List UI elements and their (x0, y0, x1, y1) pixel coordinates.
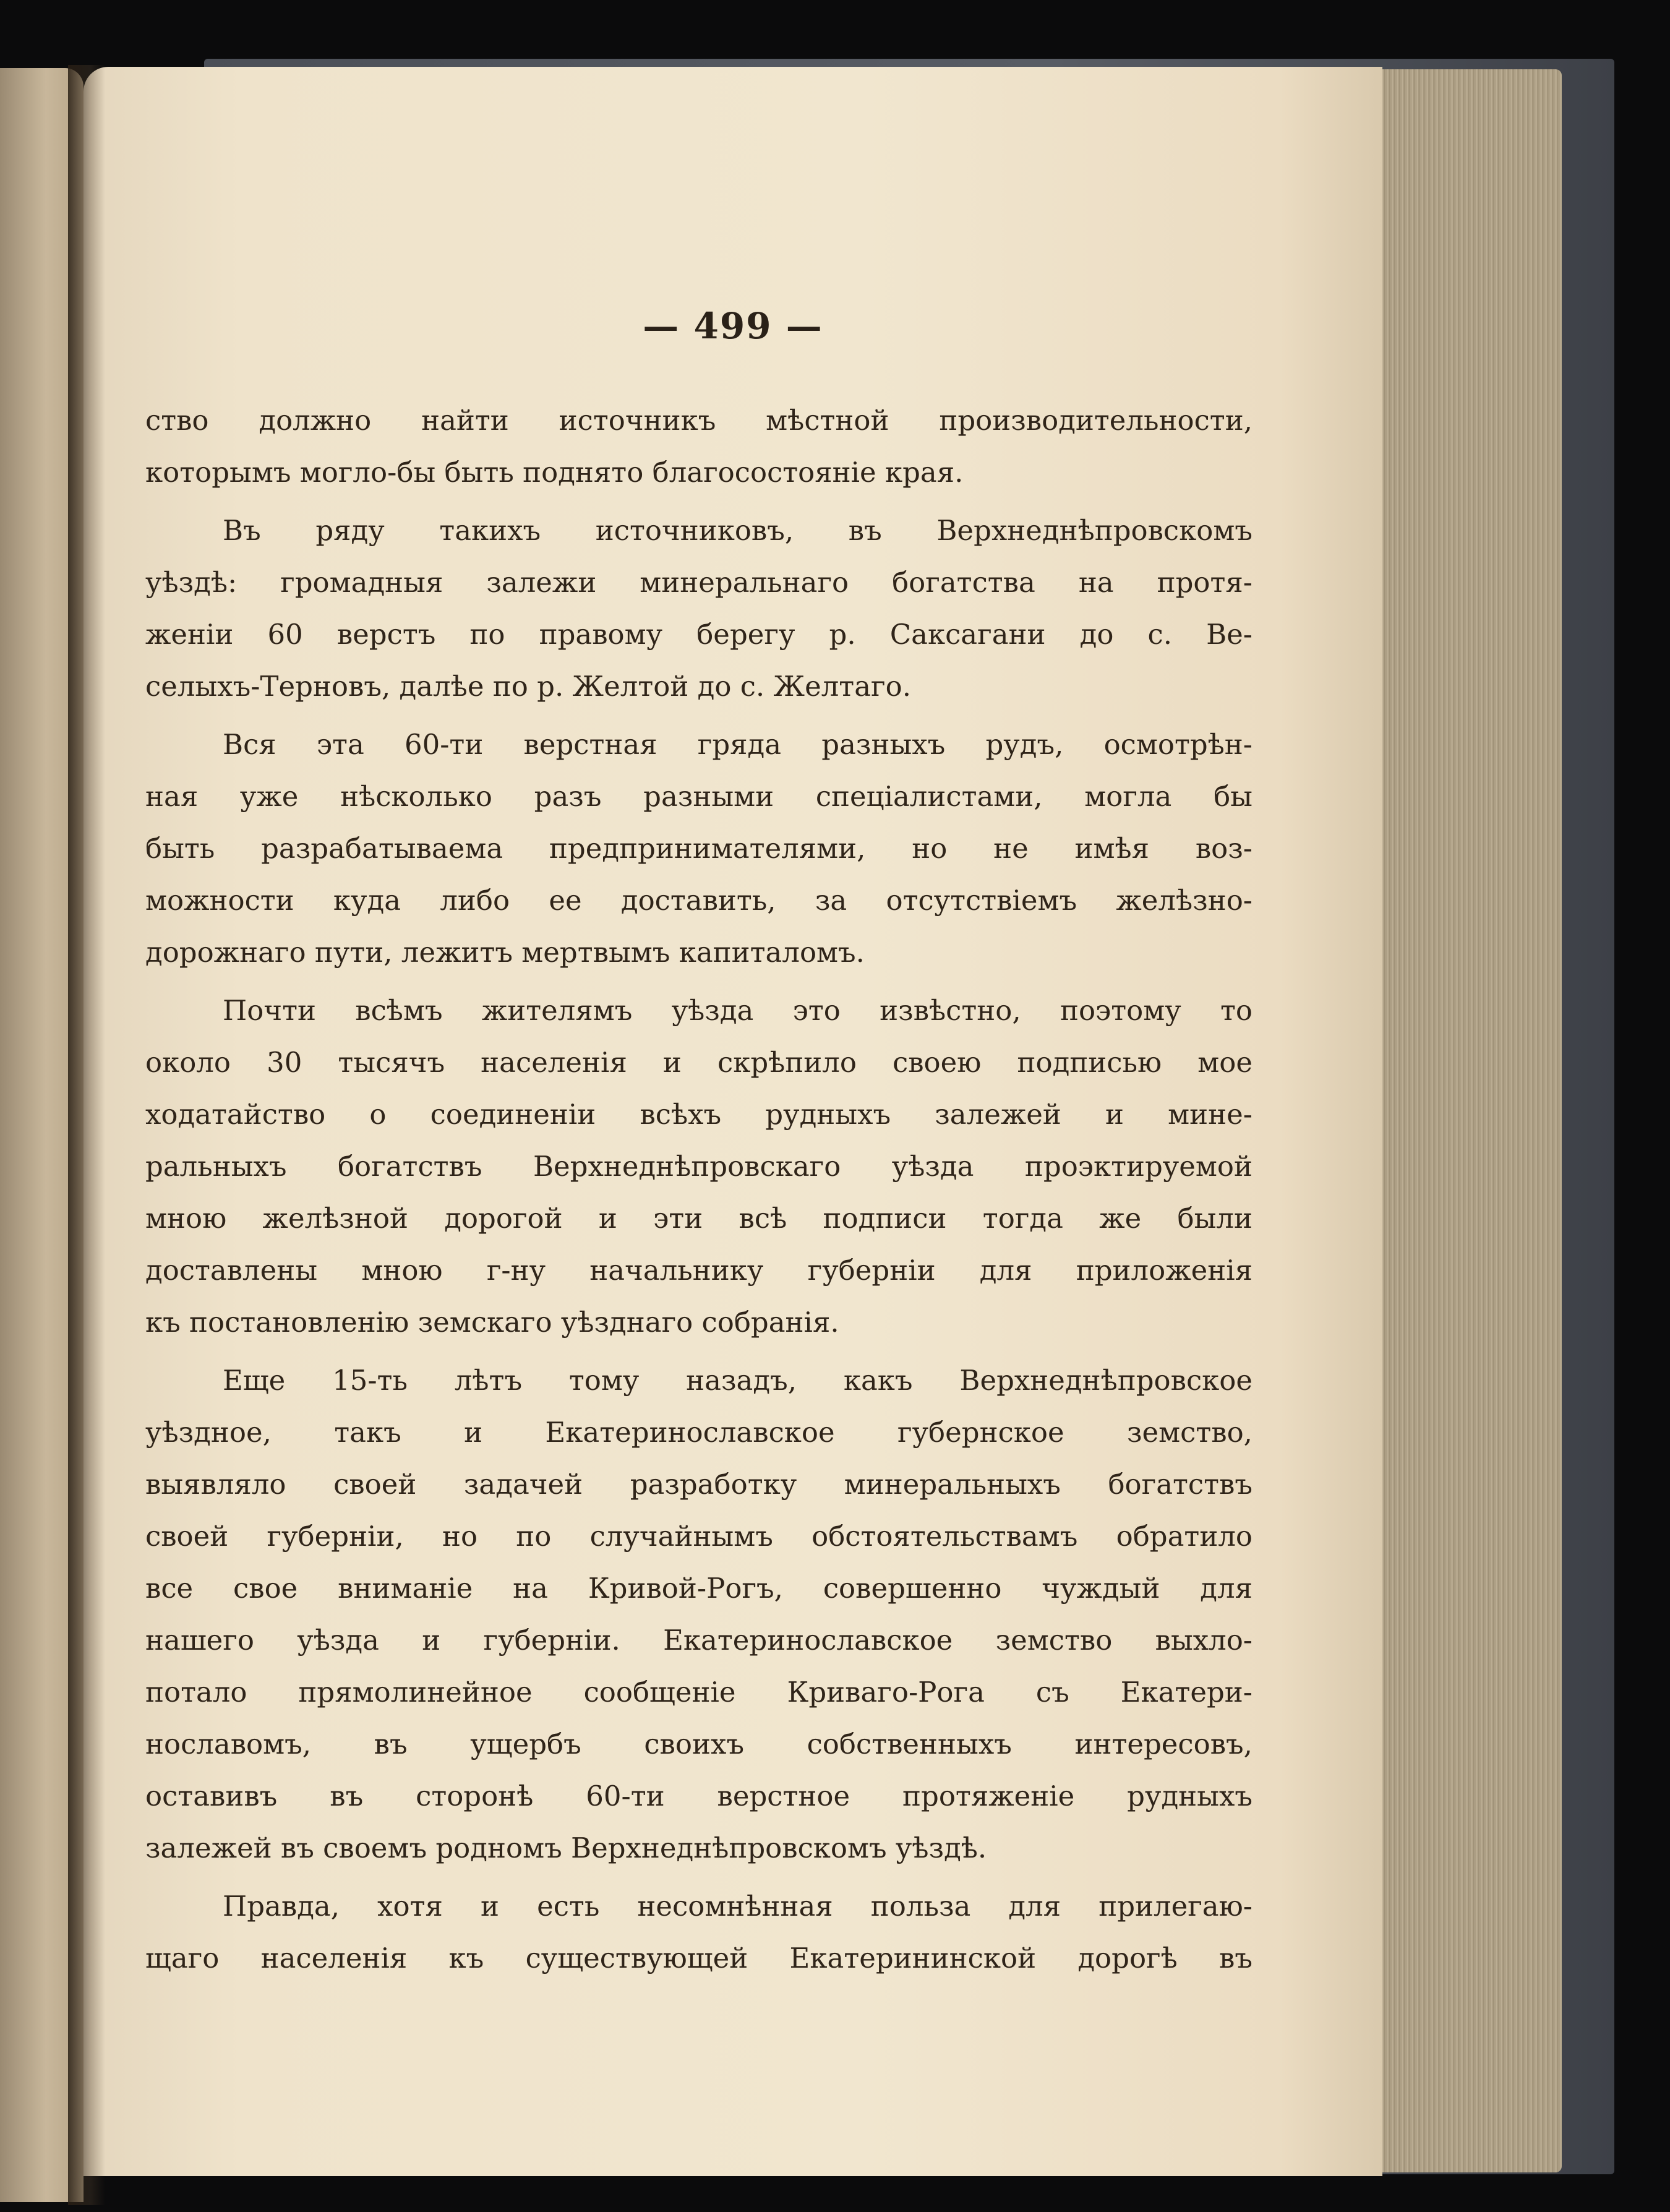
text-line: дорожнаго пути, лежитъ мертвымъ капиталомъ. (145, 936, 865, 969)
book-page (84, 67, 1382, 2176)
text-line: женіи 60 верстъ по правому берегу р. Саксагани до с. Ве- (145, 618, 1252, 651)
text-line: Вся эта 60-ти верстная гряда разныхъ рудъ, осмотрѣн- (223, 728, 1252, 761)
text-line: быть разрабатываема предпринимателями, но не имѣя воз- (145, 832, 1252, 865)
text-line: мною желѣзной дорогой и эти всѣ подписи тогда же были (145, 1202, 1252, 1235)
text-line: къ постановленію земскаго уѣзднаго собранія. (145, 1306, 839, 1339)
text-line: уѣздѣ: громадныя залежи минеральнаго богатства на протя- (145, 566, 1252, 599)
text-line: доставлены мною г-ну начальнику губерніи для приложенія (145, 1254, 1252, 1287)
text-line: которымъ могло-бы быть поднято благосостояніе края. (145, 456, 964, 489)
text-line: нашего уѣзда и губерніи. Екатеринославское земство выхло- (145, 1624, 1252, 1657)
text-line: потало прямолинейное сообщеніе Криваго-Рога съ Екатери- (145, 1676, 1252, 1708)
page-block-edges (1376, 69, 1562, 2172)
text-line: Въ ряду такихъ источниковъ, въ Верхнеднѣпровскомъ (223, 514, 1252, 547)
paragraph (145, 505, 1252, 713)
text-line: селыхъ-Терновъ, далѣе по р. Желтой до с. Желтаго. (145, 670, 912, 703)
text-line: щаго населенія къ существующей Екатерининской дорогѣ въ (145, 1942, 1252, 1974)
paragraph (145, 985, 1252, 1348)
text-line: Правда, хотя и есть несомнѣнная польза для прилегаю- (223, 1890, 1252, 1923)
text-line: Еще 15-ть лѣтъ тому назадъ, какъ Верхнеднѣпровское (223, 1364, 1252, 1397)
paragraph (145, 395, 1252, 499)
text-line: Почти всѣмъ жителямъ уѣзда это извѣстно, поэтому то (223, 994, 1252, 1027)
text-line: ство должно найти источникъ мѣстной производительности, (145, 404, 1252, 437)
text-line: выявляло своей задачей разработку минеральныхъ богатствъ (145, 1468, 1252, 1501)
page-text (145, 395, 1252, 1984)
text-line: ральныхъ богатствъ Верхнеднѣпровскаго уѣзда проэктируемой (145, 1150, 1252, 1183)
text-line: оставивъ въ сторонѣ 60-ти верстное протяженіе рудныхъ (145, 1780, 1252, 1812)
page-number: — 499 — (643, 305, 823, 347)
text-line: все свое вниманіе на Кривой-Рогъ, совершенно чуждый для (145, 1572, 1252, 1605)
text-line: около 30 тысячъ населенія и скрѣпило своею подписью мое (145, 1046, 1252, 1079)
text-line: можности куда либо ее доставить, за отсутствіемъ желѣзно- (145, 884, 1252, 917)
paragraph (145, 1880, 1252, 1984)
gutter-shadow (68, 65, 105, 2205)
text-line: нославомъ, въ ущербъ своихъ собственныхъ интересовъ, (145, 1728, 1252, 1760)
text-line: своей губерніи, но по случайнымъ обстоятельствамъ обратило (145, 1520, 1252, 1553)
text-line: залежей въ своемъ родномъ Верхнеднѣпровскомъ уѣздѣ. (145, 1832, 987, 1864)
paragraph (145, 1355, 1252, 1874)
text-line: ная уже нѣсколько разъ разными спеціалистами, могла бы (145, 780, 1252, 813)
text-line: ходатайство о соединеніи всѣхъ рудныхъ залежей и мине- (145, 1098, 1252, 1131)
text-line: уѣздное, такъ и Екатеринославское губернское земство, (145, 1416, 1252, 1449)
paragraph (145, 719, 1252, 979)
